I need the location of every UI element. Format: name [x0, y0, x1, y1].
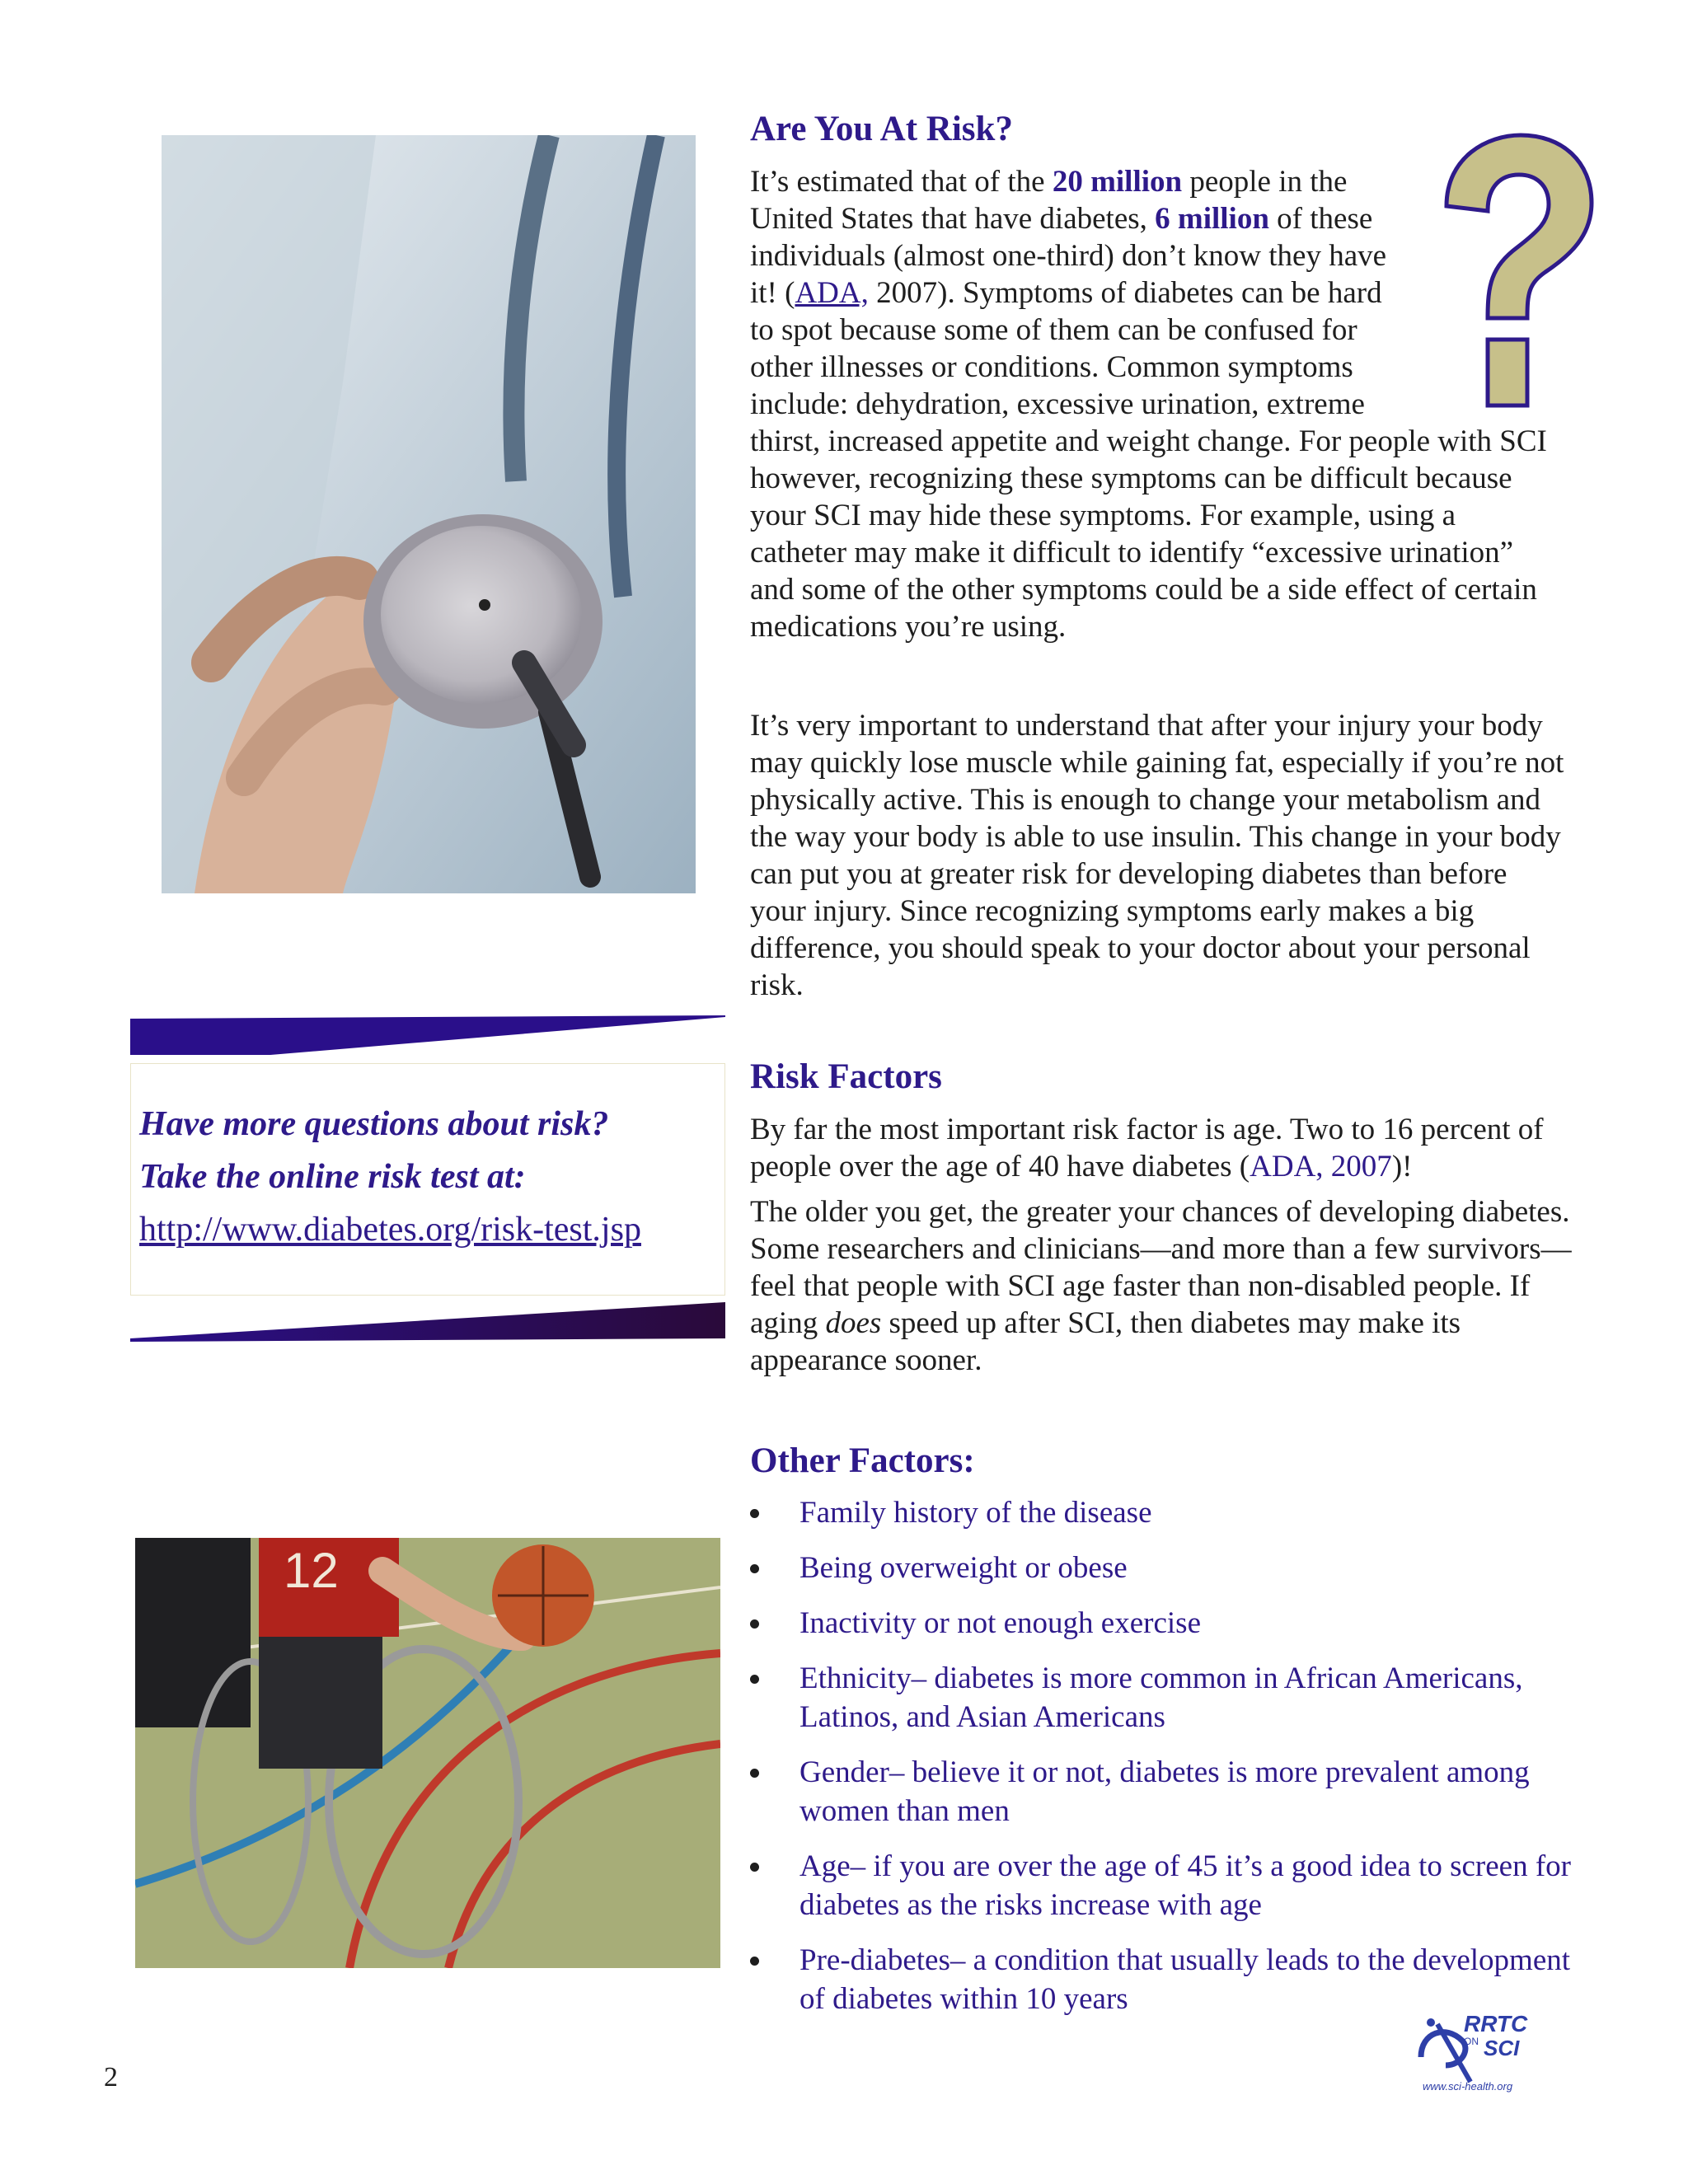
- ada-2007-link[interactable]: ADA, 2007: [1250, 1150, 1392, 1183]
- question-mark-icon: [1430, 132, 1595, 412]
- rrtc-logo: [1413, 2008, 1569, 2098]
- risk-paragraph-1: It’s estimated that of the 20 million people in the United States that have diabetes, 6 million of these individuals (almost one-third) don’t know they have it! (ADA, 2007). Symptoms of diabetes can be hard to spot because some of them can be confused for other illnesses or conditions. Common symptoms include: dehydration, excessive urination, extreme thirst, increased appetite and weight change. For people with SCI however, recognizing these symptoms can be difficult because your SCI may hide these symptoms. For example, using a catheter may make it difficult to identify “excessive urination” and some of the other symptoms could be a side effect of certain medications you’re using.: [750, 165, 1547, 644]
- logo-rrtc: RRTC: [1464, 2011, 1528, 2036]
- list-item: Gender– believe it or not, diabetes is more prevalent among women than men: [750, 1753, 1574, 1830]
- callout-band-top: [130, 1015, 725, 1055]
- callout-question: Have more questions about risk?: [139, 1105, 609, 1143]
- svg-text:12: 12: [284, 1543, 339, 1598]
- risk-test-link[interactable]: http://www.diabetes.org/risk-test.jsp: [139, 1211, 641, 1249]
- logo-url[interactable]: www.sci-health.org: [1423, 2080, 1513, 2093]
- stat-20-million: 20 million: [1052, 165, 1183, 199]
- list-item: Being overweight or obese: [750, 1549, 1574, 1587]
- section-title-risk-factors: Risk Factors: [750, 1057, 942, 1096]
- section-title-risk: Are You At Risk?: [750, 110, 1013, 148]
- callout-band-bottom: [130, 1302, 725, 1342]
- list-item: Ethnicity– diabetes is more common in African Americans, Latinos, and Asian Americans: [750, 1659, 1574, 1736]
- risk-factors-paragraph-1: By far the most important risk factor is age. Two to 16 percent of people over the age of 40 have diabetes (ADA, 2007)!: [750, 1113, 1544, 1183]
- logo-sci: SCI: [1484, 2036, 1520, 2060]
- other-factors-list: [750, 1493, 1574, 2018]
- list-item: Family history of the disease: [750, 1493, 1574, 1532]
- list-item: Inactivity or not enough exercise: [750, 1604, 1574, 1643]
- list-item: Age– if you are over the age of 45 it’s a good idea to screen for diabetes as the risks increase with age: [750, 1847, 1574, 1924]
- section-title-other-factors: Other Factors:: [750, 1441, 975, 1480]
- callout-box: [130, 1063, 725, 1296]
- callout-instruction: Take the online risk test at:: [139, 1158, 526, 1196]
- stat-6-million: 6 million: [1155, 202, 1269, 236]
- page-number: 2: [104, 2062, 118, 2093]
- logo-on: ON: [1464, 2036, 1479, 2047]
- stethoscope-photo: [162, 135, 696, 893]
- risk-paragraph-2: It’s very important to understand that after your injury your body may quickly lose muscle while gaining fat, especially if you’re not physically active. This is enough to change your metabolism and the way your body is able to use insulin. This change in your body can put you at greater risk for developing diabetes than before your injury. Since recognizing symptoms early makes a big difference, you should speak to your doctor about your personal risk.: [750, 709, 1564, 1002]
- wheelchair-basketball-photo: [135, 1538, 720, 1968]
- list-item: Pre-diabetes– a condition that usually leads to the development of diabetes within 10 years: [750, 1941, 1574, 2018]
- risk-factors-paragraph-2: The older you get, the greater your chances of developing diabetes. Some researchers and clinicians—and more than a few survivors—feel that people with SCI age faster than non-disabled people. If aging does speed up after SCI, then diabetes may make its appearance sooner.: [750, 1195, 1572, 1377]
- ada-link[interactable]: ADA,: [795, 276, 869, 310]
